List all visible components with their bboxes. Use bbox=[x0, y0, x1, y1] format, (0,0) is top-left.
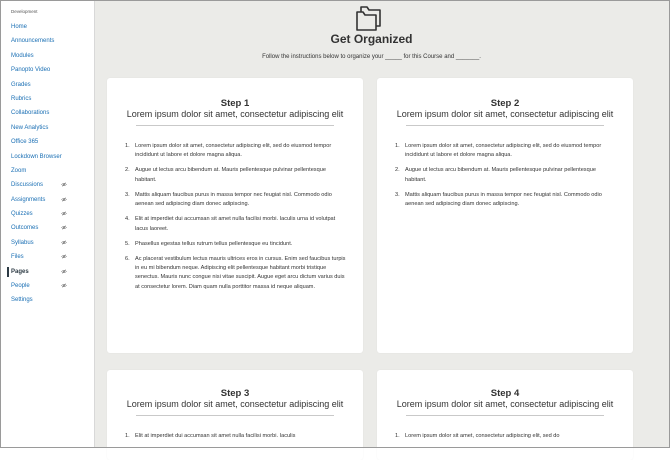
instruction-number: 3. bbox=[395, 191, 400, 198]
instruction-number: 3. bbox=[125, 191, 130, 198]
course-navigation bbox=[0, 0, 95, 448]
instruction-text: Phasellus egestas tellus rutrum tellus pellentesque eu tincidunt. bbox=[135, 240, 293, 247]
instruction-text: Elit at imperdiet dui accumsan sit amet nulla facilisi morbi. Iaculis urna id volutpat lacus laoreet. bbox=[135, 216, 336, 232]
sidebar-item-label: People bbox=[11, 283, 30, 290]
instruction-item bbox=[395, 166, 617, 185]
step-card-3 bbox=[107, 370, 363, 460]
divider bbox=[136, 415, 334, 416]
sidebar-item-label: Pages bbox=[11, 268, 29, 275]
sidebar-item-collaborations[interactable] bbox=[0, 106, 95, 120]
sidebar-item-settings[interactable] bbox=[0, 293, 95, 307]
sidebar-item-label: Outcomes bbox=[11, 225, 39, 232]
instruction-number: 1. bbox=[125, 143, 130, 149]
sidebar-item-label: Files bbox=[11, 254, 24, 261]
sidebar-item-label: Settings bbox=[11, 297, 33, 304]
sidebar-item-label: Rubrics bbox=[11, 95, 32, 102]
instruction-number: 6. bbox=[125, 255, 130, 262]
sidebar-item-label: Discussions bbox=[11, 182, 44, 189]
step-title: Step 1 bbox=[220, 98, 250, 109]
instruction-number: 2. bbox=[125, 167, 130, 174]
sidebar-item-panopto-video[interactable] bbox=[0, 63, 95, 77]
sidebar-item-label: Home bbox=[11, 24, 28, 30]
step-instructions-list bbox=[125, 432, 347, 447]
hidden-eye-icon bbox=[61, 283, 67, 288]
step-card-1 bbox=[107, 78, 363, 353]
hidden-eye-icon bbox=[61, 197, 67, 202]
hidden-eye-icon bbox=[61, 240, 67, 245]
course-breadcrumb[interactable]: Development bbox=[11, 9, 38, 14]
sidebar-item-label: Lockdown Browser bbox=[11, 153, 62, 160]
instruction-item bbox=[125, 142, 347, 161]
step-title: Step 2 bbox=[490, 98, 520, 109]
step-instructions-list bbox=[125, 142, 347, 298]
instruction-item bbox=[125, 432, 347, 441]
step-subtitle: Lorem ipsum dolor sit amet, consectetur adipiscing elit bbox=[396, 399, 614, 409]
sidebar-item-quizzes[interactable] bbox=[0, 207, 95, 221]
sidebar-item-label: Grades bbox=[11, 81, 31, 88]
sidebar-item-label: Collaborations bbox=[11, 110, 50, 117]
sidebar-item-outcomes[interactable] bbox=[0, 221, 95, 235]
step-card-2 bbox=[377, 78, 633, 353]
sidebar-item-label: Modules bbox=[11, 52, 34, 59]
divider bbox=[406, 125, 604, 126]
sidebar-item-label: Zoom bbox=[11, 167, 27, 174]
sidebar-item-announcements[interactable] bbox=[0, 34, 95, 48]
page-content bbox=[95, 0, 670, 448]
instruction-item bbox=[125, 191, 347, 210]
sidebar-item-lockdown-browser[interactable] bbox=[0, 150, 95, 164]
step-title: Step 4 bbox=[490, 388, 520, 399]
sidebar-item-label: Office 365 bbox=[11, 139, 39, 146]
instruction-number: 4. bbox=[125, 216, 130, 223]
step-instructions-list bbox=[395, 142, 617, 215]
step-card-4 bbox=[377, 370, 633, 460]
hidden-eye-icon bbox=[61, 211, 67, 216]
sidebar-item-modules[interactable] bbox=[0, 49, 95, 63]
instruction-number: 5. bbox=[125, 240, 130, 247]
hidden-eye-icon bbox=[61, 182, 67, 187]
sidebar-item-assignments[interactable] bbox=[0, 193, 95, 207]
sidebar-item-label: Announcements bbox=[11, 38, 55, 45]
instruction-item bbox=[395, 432, 617, 441]
instruction-item bbox=[125, 215, 347, 234]
instruction-text: Elit at imperdiet dui accumsan sit amet nulla facilisi morbi. Iaculis bbox=[135, 433, 296, 439]
instruction-item bbox=[125, 166, 347, 185]
sidebar-item-rubrics[interactable] bbox=[0, 92, 95, 106]
hidden-eye-icon bbox=[61, 269, 67, 274]
sidebar-item-files[interactable] bbox=[0, 250, 95, 264]
instruction-item bbox=[395, 142, 617, 161]
instruction-number: 2. bbox=[395, 167, 400, 174]
sidebar-item-label: New Analytics bbox=[11, 124, 49, 131]
step-subtitle: Lorem ipsum dolor sit amet, consectetur adipiscing elit bbox=[126, 109, 344, 119]
sidebar-item-discussions[interactable] bbox=[0, 178, 95, 192]
sidebar-item-new-analytics[interactable] bbox=[0, 121, 95, 135]
instruction-item bbox=[125, 255, 347, 293]
sidebar-item-label: Assignments bbox=[11, 196, 46, 203]
divider bbox=[406, 415, 604, 416]
instruction-number: 1. bbox=[395, 143, 400, 149]
instruction-text: Lorem ipsum dolor sit amet, consectetur adipiscing elit, sed do bbox=[405, 433, 560, 439]
instruction-text: Augue ut lectus arcu bibendum at. Mauris pellentesque pulvinar pellentesque habitant. bbox=[405, 167, 596, 183]
step-subtitle: Lorem ipsum dolor sit amet, consectetur adipiscing elit bbox=[396, 109, 614, 119]
instruction-text: Mattis aliquam faucibus purus in massa tempor nec feugiat nisl. Commodo odio aenean sed adipiscing diam donec adipiscing. bbox=[405, 191, 602, 208]
sidebar-item-grades[interactable] bbox=[0, 78, 95, 92]
instruction-text: Augue ut lectus arcu bibendum at. Mauris pellentesque pulvinar pellentesque habitant. bbox=[135, 167, 326, 183]
sidebar-item-syllabus[interactable] bbox=[0, 236, 95, 250]
instruction-text: Ac placerat vestibulum lectus mauris ultrices eros in cursus. Enim sed faucibus turpis in eu mi bibendum neque. Adipiscing elit pellentesque habitant morbi tristique senectus. Mauris nunc congue nisi vitae suscipit. Augue eget arcu dictum varius duis at consectetur lorem. Diam quam nulla porttitor massa id neque aliquam. bbox=[135, 255, 346, 290]
sidebar-item-pages[interactable] bbox=[0, 265, 95, 279]
sidebar-item-label: Quizzes bbox=[11, 211, 33, 218]
hidden-eye-icon bbox=[61, 254, 67, 259]
instruction-item bbox=[125, 240, 347, 249]
instruction-item bbox=[395, 191, 617, 210]
instruction-number: 1. bbox=[395, 433, 400, 439]
step-instructions-list bbox=[395, 432, 617, 447]
instruction-number: 1. bbox=[125, 433, 130, 439]
sidebar-item-home[interactable] bbox=[0, 20, 95, 34]
divider bbox=[136, 125, 334, 126]
page-title: Get Organized bbox=[330, 32, 413, 46]
sidebar-item-people[interactable] bbox=[0, 279, 95, 293]
course-nav-list bbox=[0, 20, 95, 308]
hidden-eye-icon bbox=[61, 225, 67, 230]
sidebar-item-label: Panopto Video bbox=[11, 67, 51, 74]
step-subtitle: Lorem ipsum dolor sit amet, consectetur adipiscing elit bbox=[126, 399, 344, 409]
sidebar-item-label: Syllabus bbox=[11, 239, 34, 246]
step-title: Step 3 bbox=[220, 388, 250, 399]
instruction-text: Mattis aliquam faucibus purus in massa tempor nec feugiat nisl. Commodo odio aenean sed adipiscing diam donec adipiscing. bbox=[135, 191, 332, 208]
instruction-text: Lorem ipsum dolor sit amet, consectetur adipiscing elit, sed do eiusmod tempor incididunt ut labore et dolore magna aliqua. bbox=[135, 143, 332, 159]
instruction-text: Lorem ipsum dolor sit amet, consectetur adipiscing elit, sed do eiusmod tempor incididunt ut labore et dolore magna aliqua. bbox=[405, 143, 602, 159]
folders-icon bbox=[353, 4, 385, 32]
sidebar-item-zoom[interactable] bbox=[0, 164, 95, 178]
page-instructions: Follow the instructions below to organize your _____ for this Course and _______. bbox=[262, 54, 481, 60]
sidebar-item-office-365[interactable] bbox=[0, 135, 95, 149]
